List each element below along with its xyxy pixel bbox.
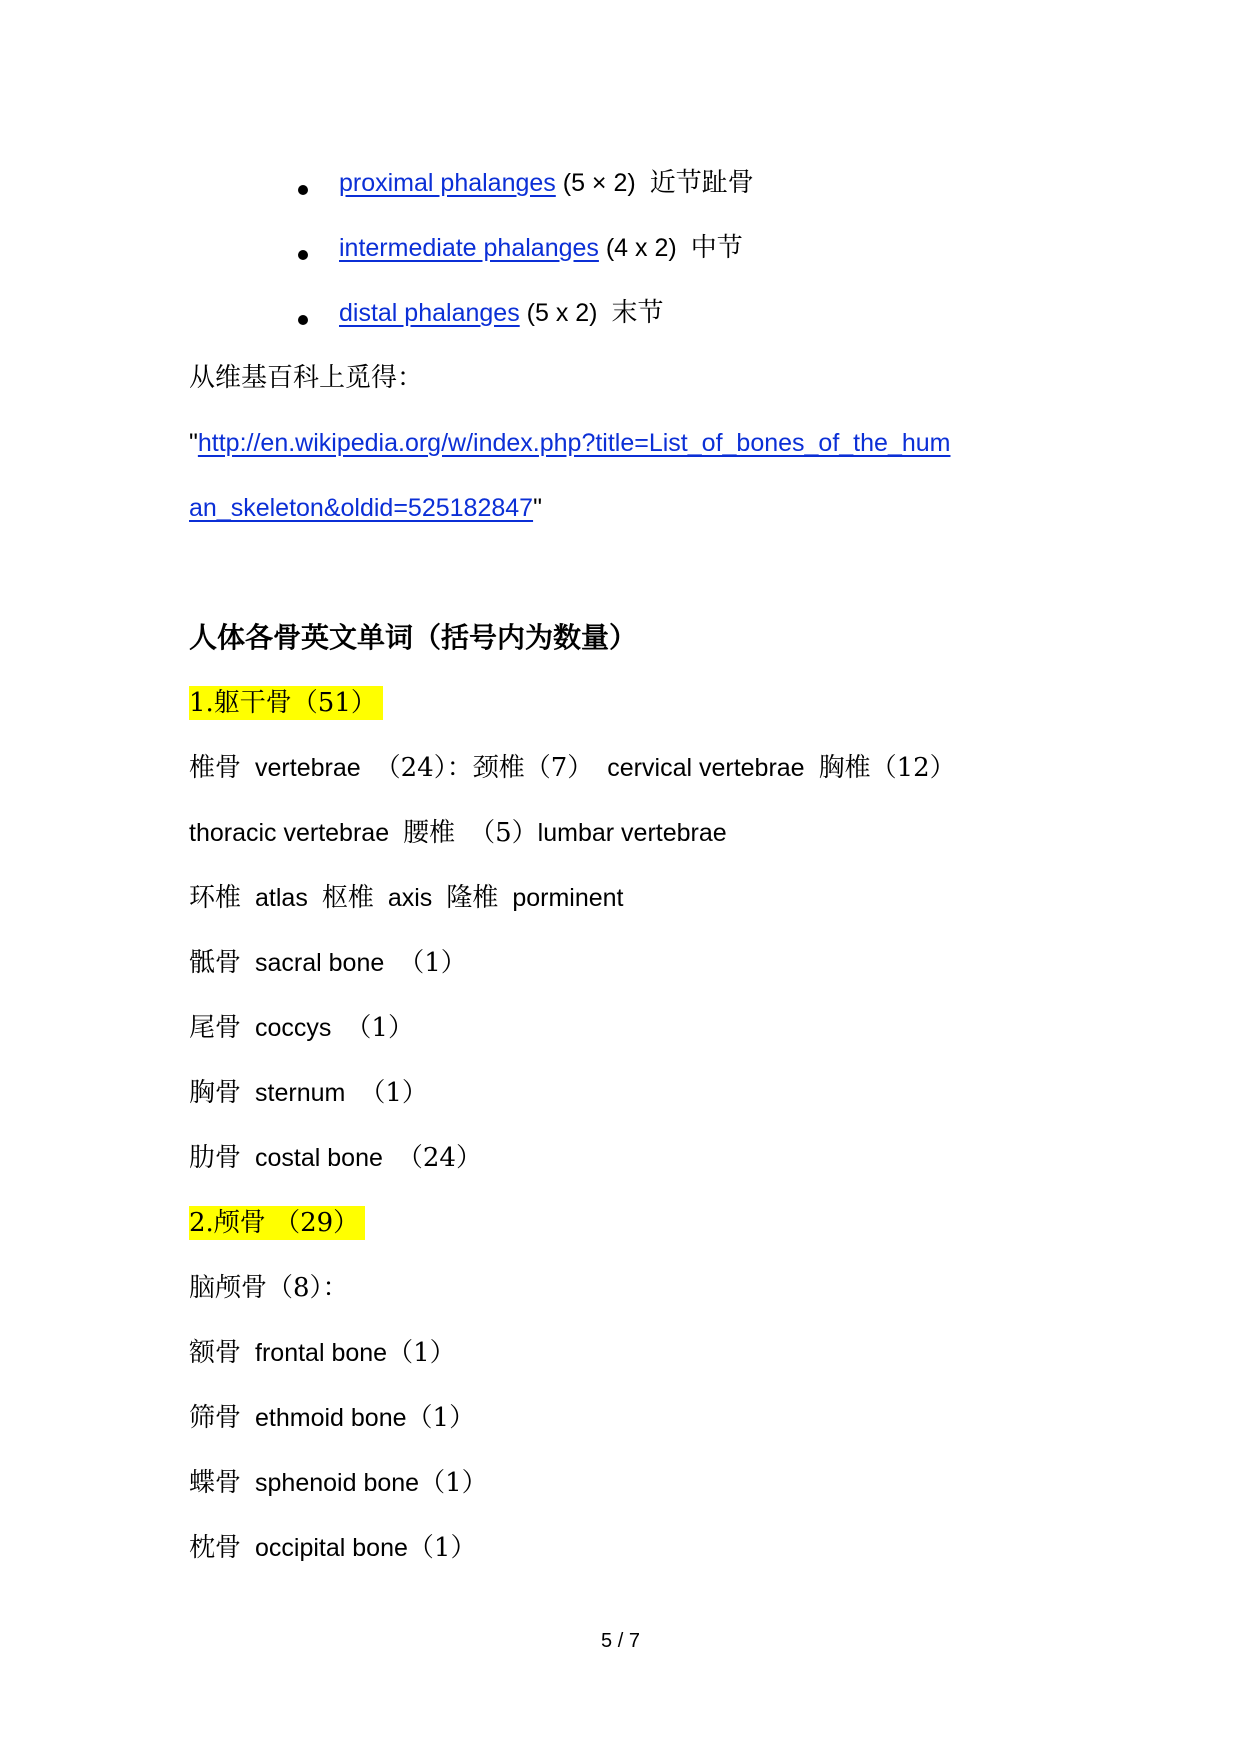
wikipedia-link-cont[interactable]: an_skeleton&oldid=525182847 (189, 494, 534, 522)
cn-term: （5） (469, 818, 538, 848)
cn-term: 骶骨 (189, 948, 242, 978)
cn-term: 肋骨 (189, 1143, 242, 1173)
sacral-line (189, 945, 1091, 981)
source-url-line-1 (189, 425, 1091, 461)
cn-term: 中节 (690, 233, 743, 263)
count-text: （1） (398, 948, 467, 978)
proximal-phalanges-link[interactable]: proximal phalanges (339, 169, 556, 197)
en-term: frontal bone (255, 1339, 388, 1367)
close-quote: " (533, 494, 542, 522)
cn-term: 末节 (611, 298, 664, 328)
en-term: porminent (512, 884, 624, 912)
count-text: （1） (407, 1533, 477, 1563)
cranial-sub-heading: 脑颅骨（8）： (189, 1273, 349, 1303)
sternum-line (189, 1075, 1091, 1111)
cn-term: 筛骨 (189, 1403, 242, 1433)
en-term: cervical vertebrae (607, 754, 805, 782)
intermediate-phalanges-link[interactable]: intermediate phalanges (339, 234, 599, 262)
occipital-line (189, 1530, 1091, 1566)
distal-phalanges-link[interactable]: distal phalanges (339, 299, 520, 327)
count-text: (5 × 2) (555, 169, 636, 197)
count-text: （24） (396, 1143, 482, 1173)
cn-term: 额骨 (189, 1338, 242, 1368)
sphenoid-line (189, 1465, 1091, 1501)
en-term: sternum (255, 1079, 346, 1107)
count-text: (5 x 2) (519, 299, 598, 327)
frontal-line (189, 1335, 1091, 1371)
bullet-dot (298, 315, 308, 325)
open-quote: " (189, 429, 198, 457)
count-text: （1） (359, 1078, 428, 1108)
cn-term: 枢椎 (321, 883, 374, 913)
en-term: coccys (255, 1014, 332, 1042)
count-text: （1） (419, 1468, 488, 1498)
coccyx-line (189, 1010, 1091, 1046)
list-item (339, 295, 1091, 331)
cn-term: 胸椎（12） (818, 753, 956, 783)
section1-title: 1.躯干骨（51） (189, 686, 383, 720)
count-text: (4 x 2) (598, 234, 677, 262)
en-term: costal bone (255, 1144, 383, 1172)
ethmoid-line (189, 1400, 1091, 1436)
count-text: （1） (345, 1013, 414, 1043)
cn-term: 枕骨 (189, 1533, 242, 1563)
cn-term: 尾骨 (189, 1013, 242, 1043)
cn-term: 蝶骨 (189, 1468, 242, 1498)
count-text: （1） (406, 1403, 476, 1433)
count-text: （1） (387, 1338, 456, 1368)
en-term: sphenoid bone (255, 1469, 420, 1497)
en-term: axis (387, 884, 433, 912)
cn-term: 环椎 (189, 883, 242, 913)
en-term: atlas (255, 884, 308, 912)
source-label: 从维基百科上觅得： (189, 363, 424, 393)
cn-term: 隆椎 (446, 883, 499, 913)
list-item (339, 230, 1091, 266)
thoracic-line (189, 815, 1091, 851)
section2-title-row (189, 1205, 1091, 1241)
costal-line (189, 1140, 1091, 1176)
source-url-line-2 (189, 490, 1091, 526)
en-term: occipital bone (255, 1534, 408, 1562)
wikipedia-link[interactable]: http://en.wikipedia.org/w/index.php?title=List_of_bones_of_the_hum (197, 429, 951, 457)
cn-term: 腰椎 (403, 818, 456, 848)
cn-term: 胸骨 (189, 1078, 242, 1108)
bullet-dot (298, 185, 308, 195)
bullet-dot (298, 250, 308, 260)
cn-term: （24）：颈椎（7） (374, 753, 594, 783)
section2-title: 2.颅骨 （29） (189, 1206, 365, 1240)
cn-term: 椎骨 (189, 753, 242, 783)
page-number: 5 / 7 (601, 1630, 640, 1652)
section-heading: 人体各骨英文单词（括号内为数量） (189, 621, 638, 654)
section1-title-row (189, 685, 1091, 721)
en-term: lumbar vertebrae (537, 819, 727, 847)
en-term: vertebrae (255, 754, 361, 782)
en-term: sacral bone (255, 949, 385, 977)
list-item (339, 165, 1091, 201)
en-term: thoracic vertebrae (189, 819, 390, 847)
cn-term: 近节趾骨 (649, 168, 754, 198)
en-term: ethmoid bone (255, 1404, 407, 1432)
atlas-line (189, 880, 1091, 916)
vertebrae-line (189, 750, 1091, 786)
